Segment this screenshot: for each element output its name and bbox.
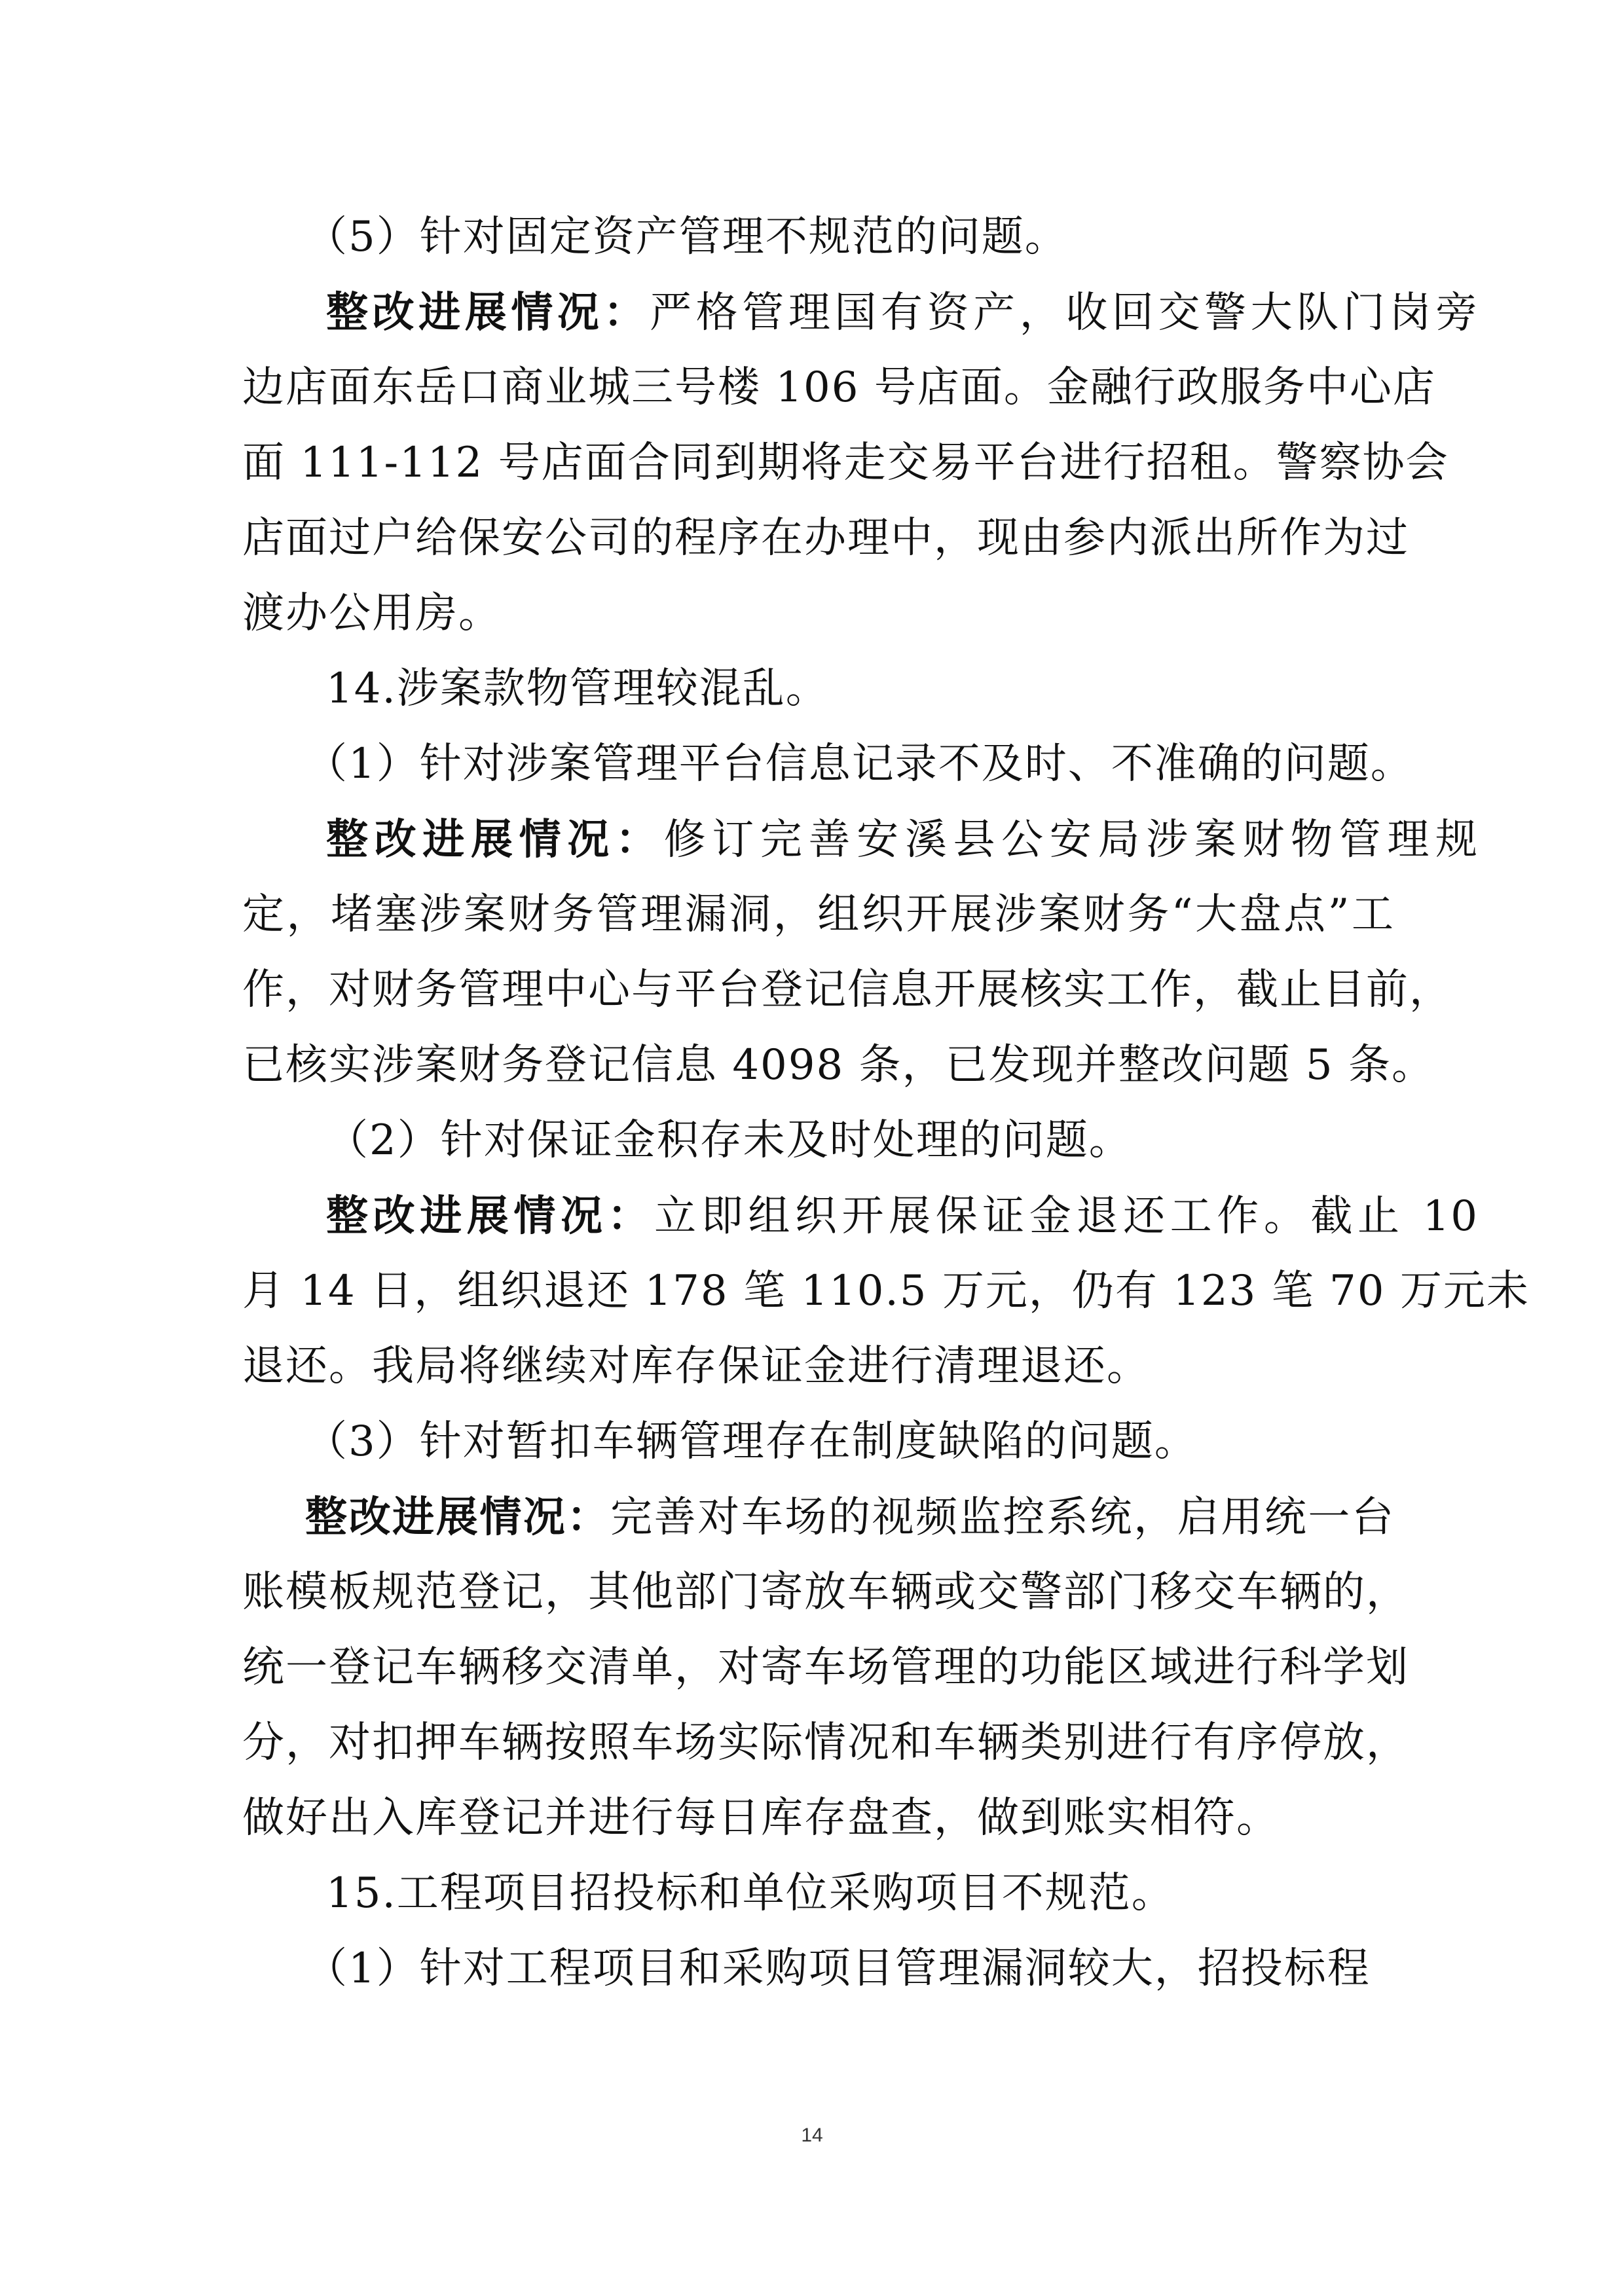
body-text: 分，对扣押车辆按照车场实际情况和车辆类别进行有序停放， [242,1719,1409,1767]
body-line [242,1630,1409,1705]
progress-text: 立即组织开展保证金退还工作。截止 10 [654,1192,1479,1241]
heading-fixed-assets [305,200,1395,275]
progress-text: 修订完善安溪县公安局涉案财物管理规 [663,816,1479,864]
body-line [242,1028,1435,1103]
progress-paragraph-line [305,1480,1395,1555]
progress-paragraph-line [326,802,1479,877]
body-text: 定，堵塞涉案财务管理漏洞，组织开展涉案财务“大盘点”工 [242,890,1395,939]
section-heading-15 [326,1856,1395,1931]
body-line [242,953,1452,1028]
section-heading-14 [326,651,1395,727]
body-text: 店面过户给保安公司的程序在办理中，现由参内派出所作为过 [242,514,1409,562]
body-line [242,1254,1530,1329]
body-text: 统一登记车辆移交清单，对寄车场管理的功能区域进行科学划 [242,1643,1409,1692]
body-line [242,1781,1395,1856]
body-line [242,1555,1409,1630]
progress-paragraph-line [326,275,1479,350]
progress-lead: 整改进展情况： [305,1493,611,1542]
page-number: 14 [801,2124,823,2146]
heading-text: 15.工程项目招投标和单位采购项目不规范。 [326,1869,1175,1918]
progress-text: 严格管理国有资产，收回交警大队门岗旁 [650,289,1479,337]
progress-lead: 整改进展情况： [326,1192,655,1241]
body-text: 月 14 日，组织退还 178 笔 110.5 万元，仍有 123 笔 70 万元未 [242,1267,1530,1315]
heading-text: （1）针对涉案管理平台信息记录不及时、不准确的问题。 [305,740,1414,788]
body-line [242,426,1449,501]
body-text: 面 111-112 号店面合同到期将走交易平台进行招租。警察协会 [242,439,1449,487]
heading-text: （3）针对暂扣车辆管理存在制度缺陷的问题。 [305,1417,1198,1466]
progress-lead: 整改进展情况： [326,815,664,864]
body-text: 退还。我局将继续对库存保证金进行清理退还。 [242,1342,1150,1391]
body-line [242,877,1395,953]
body-line [242,1705,1409,1781]
heading-text: 14.涉案款物管理较混乱。 [326,665,829,713]
progress-text: 完善对车场的视频监控系统，启用统一台 [610,1493,1395,1542]
body-text: 已核实涉案财务登记信息 4098 条，已发现并整改问题 5 条。 [242,1041,1435,1089]
heading-text: （1）针对工程项目和采购项目管理漏洞较大，招投标程 [305,1944,1371,1993]
body-text: 账模板规范登记，其他部门寄放车辆或交警部门移交车辆的， [242,1568,1409,1616]
body-text: 作，对财务管理中心与平台登记信息开展核实工作，截止目前， [242,966,1452,1014]
heading-case-platform [305,727,1414,802]
heading-procurement [305,1931,1395,2007]
progress-paragraph-line [326,1178,1479,1254]
body-text: 做好出入库登记并进行每日库存盘查，做到账实相符。 [242,1794,1280,1842]
heading-text: （5）针对固定资产管理不规范的问题。 [305,213,1068,261]
heading-text: （2）针对保证金积存未及时处理的问题。 [326,1116,1132,1165]
heading-vehicles [305,1404,1395,1480]
body-line [242,1329,1395,1404]
heading-deposit [326,1103,1395,1178]
document-body [242,200,1530,2007]
body-text: 边店面东岳口商业城三号楼 106 号店面。金融行政服务中心店 [242,363,1436,412]
body-line [242,501,1409,576]
body-line [242,350,1436,426]
progress-lead: 整改进展情况： [326,288,650,337]
body-line [242,576,1395,651]
body-text: 渡办公用房。 [242,589,502,638]
